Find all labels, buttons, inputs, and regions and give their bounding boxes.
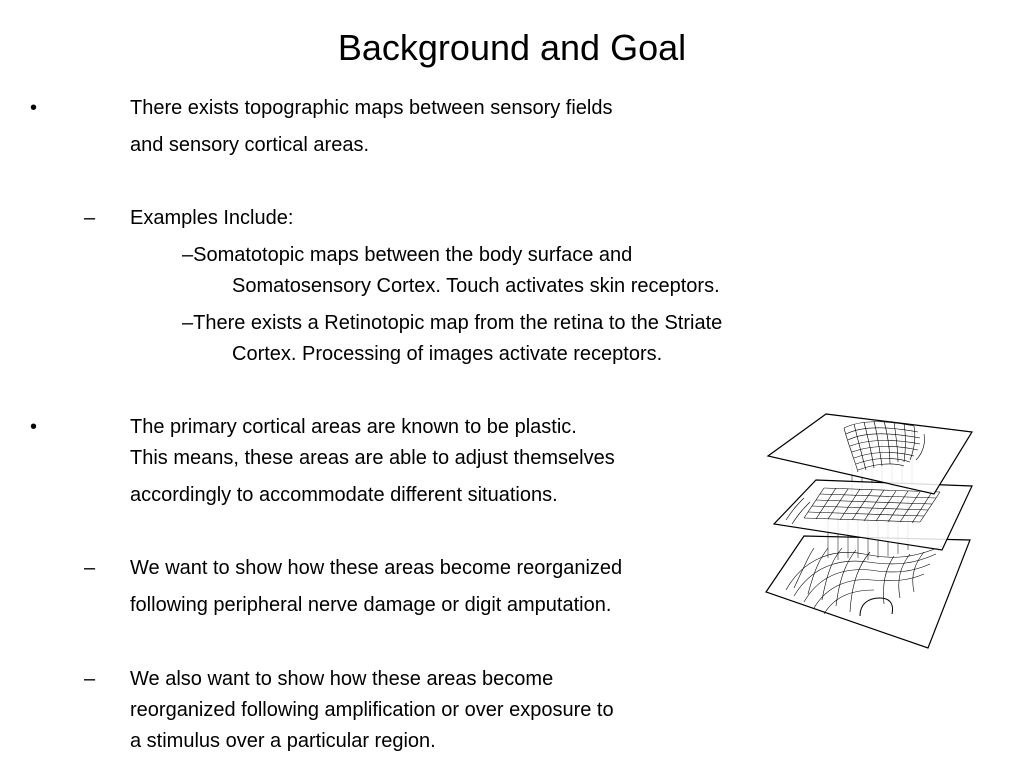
bullet-marker: • xyxy=(30,97,38,119)
slide-title: Background and Goal xyxy=(337,27,687,68)
dash-marker: – xyxy=(84,207,96,229)
dash-marker: – xyxy=(84,668,96,690)
example-text-line: –Somatotopic maps between the body surface and xyxy=(182,244,633,266)
sub-bullet-text: Examples Include: xyxy=(130,207,294,229)
example-text-line: Somatosensory Cortex. Touch activates skin receptors. xyxy=(232,275,720,297)
sub-bullet-text: following peripheral nerve damage or digit amputation. xyxy=(130,594,612,616)
bullet-text-line: The primary cortical areas are known to be plastic. xyxy=(130,416,577,438)
bullet-text-line: accordingly to accommodate different situations. xyxy=(130,484,558,506)
sub-bullet-text: reorganized following amplification or over exposure to xyxy=(130,699,614,721)
bullet-text-line: This means, these areas are able to adjust themselves xyxy=(130,447,615,469)
topographic-map-illustration xyxy=(764,408,976,652)
bullet-marker: • xyxy=(30,416,38,438)
bullet-text-line: and sensory cortical areas. xyxy=(130,134,370,156)
example-text-line: Cortex. Processing of images activate receptors. xyxy=(232,343,663,365)
bullet-text-line: There exists topographic maps between sensory fields xyxy=(130,97,613,119)
sub-bullet-text: We also want to show how these areas become xyxy=(130,668,554,690)
example-text-line: –There exists a Retinotopic map from the retina to the Striate xyxy=(182,312,723,334)
sub-bullet-text: a stimulus over a particular region. xyxy=(130,730,436,752)
dash-marker: – xyxy=(84,557,96,579)
sub-bullet-text: We want to show how these areas become reorganized xyxy=(130,557,623,579)
